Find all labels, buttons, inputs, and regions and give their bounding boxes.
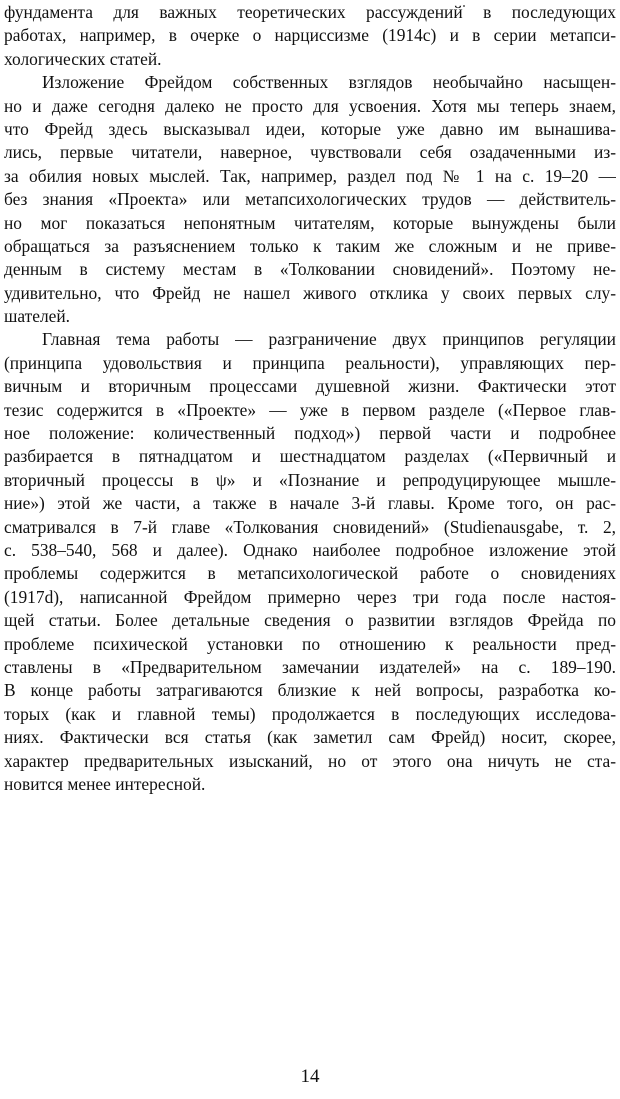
text-line: щей статьи. Более детальные сведения о развитии взглядов Фрейда по <box>4 610 616 631</box>
text-line: обращаться за разъяснением только к таким же сложным и не приве- <box>4 235 616 256</box>
text-line: разбирается в пятнадцатом и шестнадцатом разделах («Первичный и <box>4 446 616 467</box>
text-line: Изложение Фрейдом собственных взглядов необычайно насыщен- <box>42 72 616 93</box>
text-line: с. 538–540, 568 и далее). Однако наиболее подробное изложение этой <box>4 539 616 560</box>
text-line: тезис содержится в «Проекте» — уже в первом разделе («Первое глав- <box>4 399 616 420</box>
text-line: работах, например, в очерке о нарциссизме (1914с) и в серии метапси- <box>4 25 616 46</box>
text-line: В конце работы затрагиваются близкие к ней вопросы, разработка ко- <box>4 680 616 701</box>
text-line: шателей. <box>4 306 71 327</box>
text-line: сматривался в 7-й главе «Толкования сновидений» (Studienausgabe, т. 2, <box>4 516 616 537</box>
text-line: характер предварительных изысканий, но от этого она ничуть не ста- <box>4 750 616 771</box>
text-line: Главная тема работы — разграничение двух принципов регуляции <box>42 329 616 350</box>
text-line: денным в систему местам в «Толковании сновидений». Поэтому не- <box>4 259 616 280</box>
text-line: (принципа удовольствия и принципа реальности), управляющих пер- <box>4 352 616 373</box>
text-line: за обилия новых мыслей. Так, например, раздел под № 1 на с. 19–20 — <box>4 165 616 186</box>
text-line: но и даже сегодня далеко не просто для усвоения. Хотя мы теперь знаем, <box>4 95 616 116</box>
text-line: ние») этой же части, а также в начале 3-й главы. Кроме того, он рас- <box>4 493 616 514</box>
text-line: удивительно, что Фрейд не нашел живого отклика у своих первых слу- <box>4 282 616 303</box>
text-line: проблеме психической установки по отношению к реальности пред- <box>4 633 616 654</box>
text-line: ниях. Фактически вся статья (как заметил сам Фрейд) носит, скорее, <box>4 727 616 748</box>
text-line: фундамента для важных теоретических рассуждений в последующих <box>4 2 616 22</box>
text-line: вторичный процессы в ψ» и «Познание и репродуцирующее мышле- <box>4 469 616 490</box>
text-line: торых (как и главной темы) продолжается в последующих исследова- <box>4 703 616 724</box>
text-line: проблемы содержится в метапсихологической работе о сновидениях <box>4 563 616 584</box>
text-line: ставлены в «Предварительном замечании издателей» на с. 189–190. <box>4 656 616 677</box>
text-line: (1917d), написанной Фрейдом примерно через три года после настоя- <box>4 586 616 607</box>
text-line: лись, первые читатели, наверное, чувствовали себя озадаченными из- <box>4 142 616 163</box>
text-line: вичным и вторичным процессами душевной жизни. Фактически этот <box>4 376 616 397</box>
text-line: без знания «Проекта» или метапсихологических трудов — действитель- <box>4 189 616 210</box>
text-line: ное положение: количественный подход») первой части и подробнее <box>4 423 616 444</box>
text-line: хологических статей. <box>4 48 162 69</box>
body-text <box>4 1 616 796</box>
text-line: но мог показаться непонятным читателям, которые вынуждены были <box>4 212 616 233</box>
page-number: 14 <box>300 1066 320 1087</box>
text-line: новится менее интересной. <box>4 773 206 794</box>
text-line: что Фрейд здесь высказывал идеи, которые уже давно им вынашива- <box>4 118 616 139</box>
